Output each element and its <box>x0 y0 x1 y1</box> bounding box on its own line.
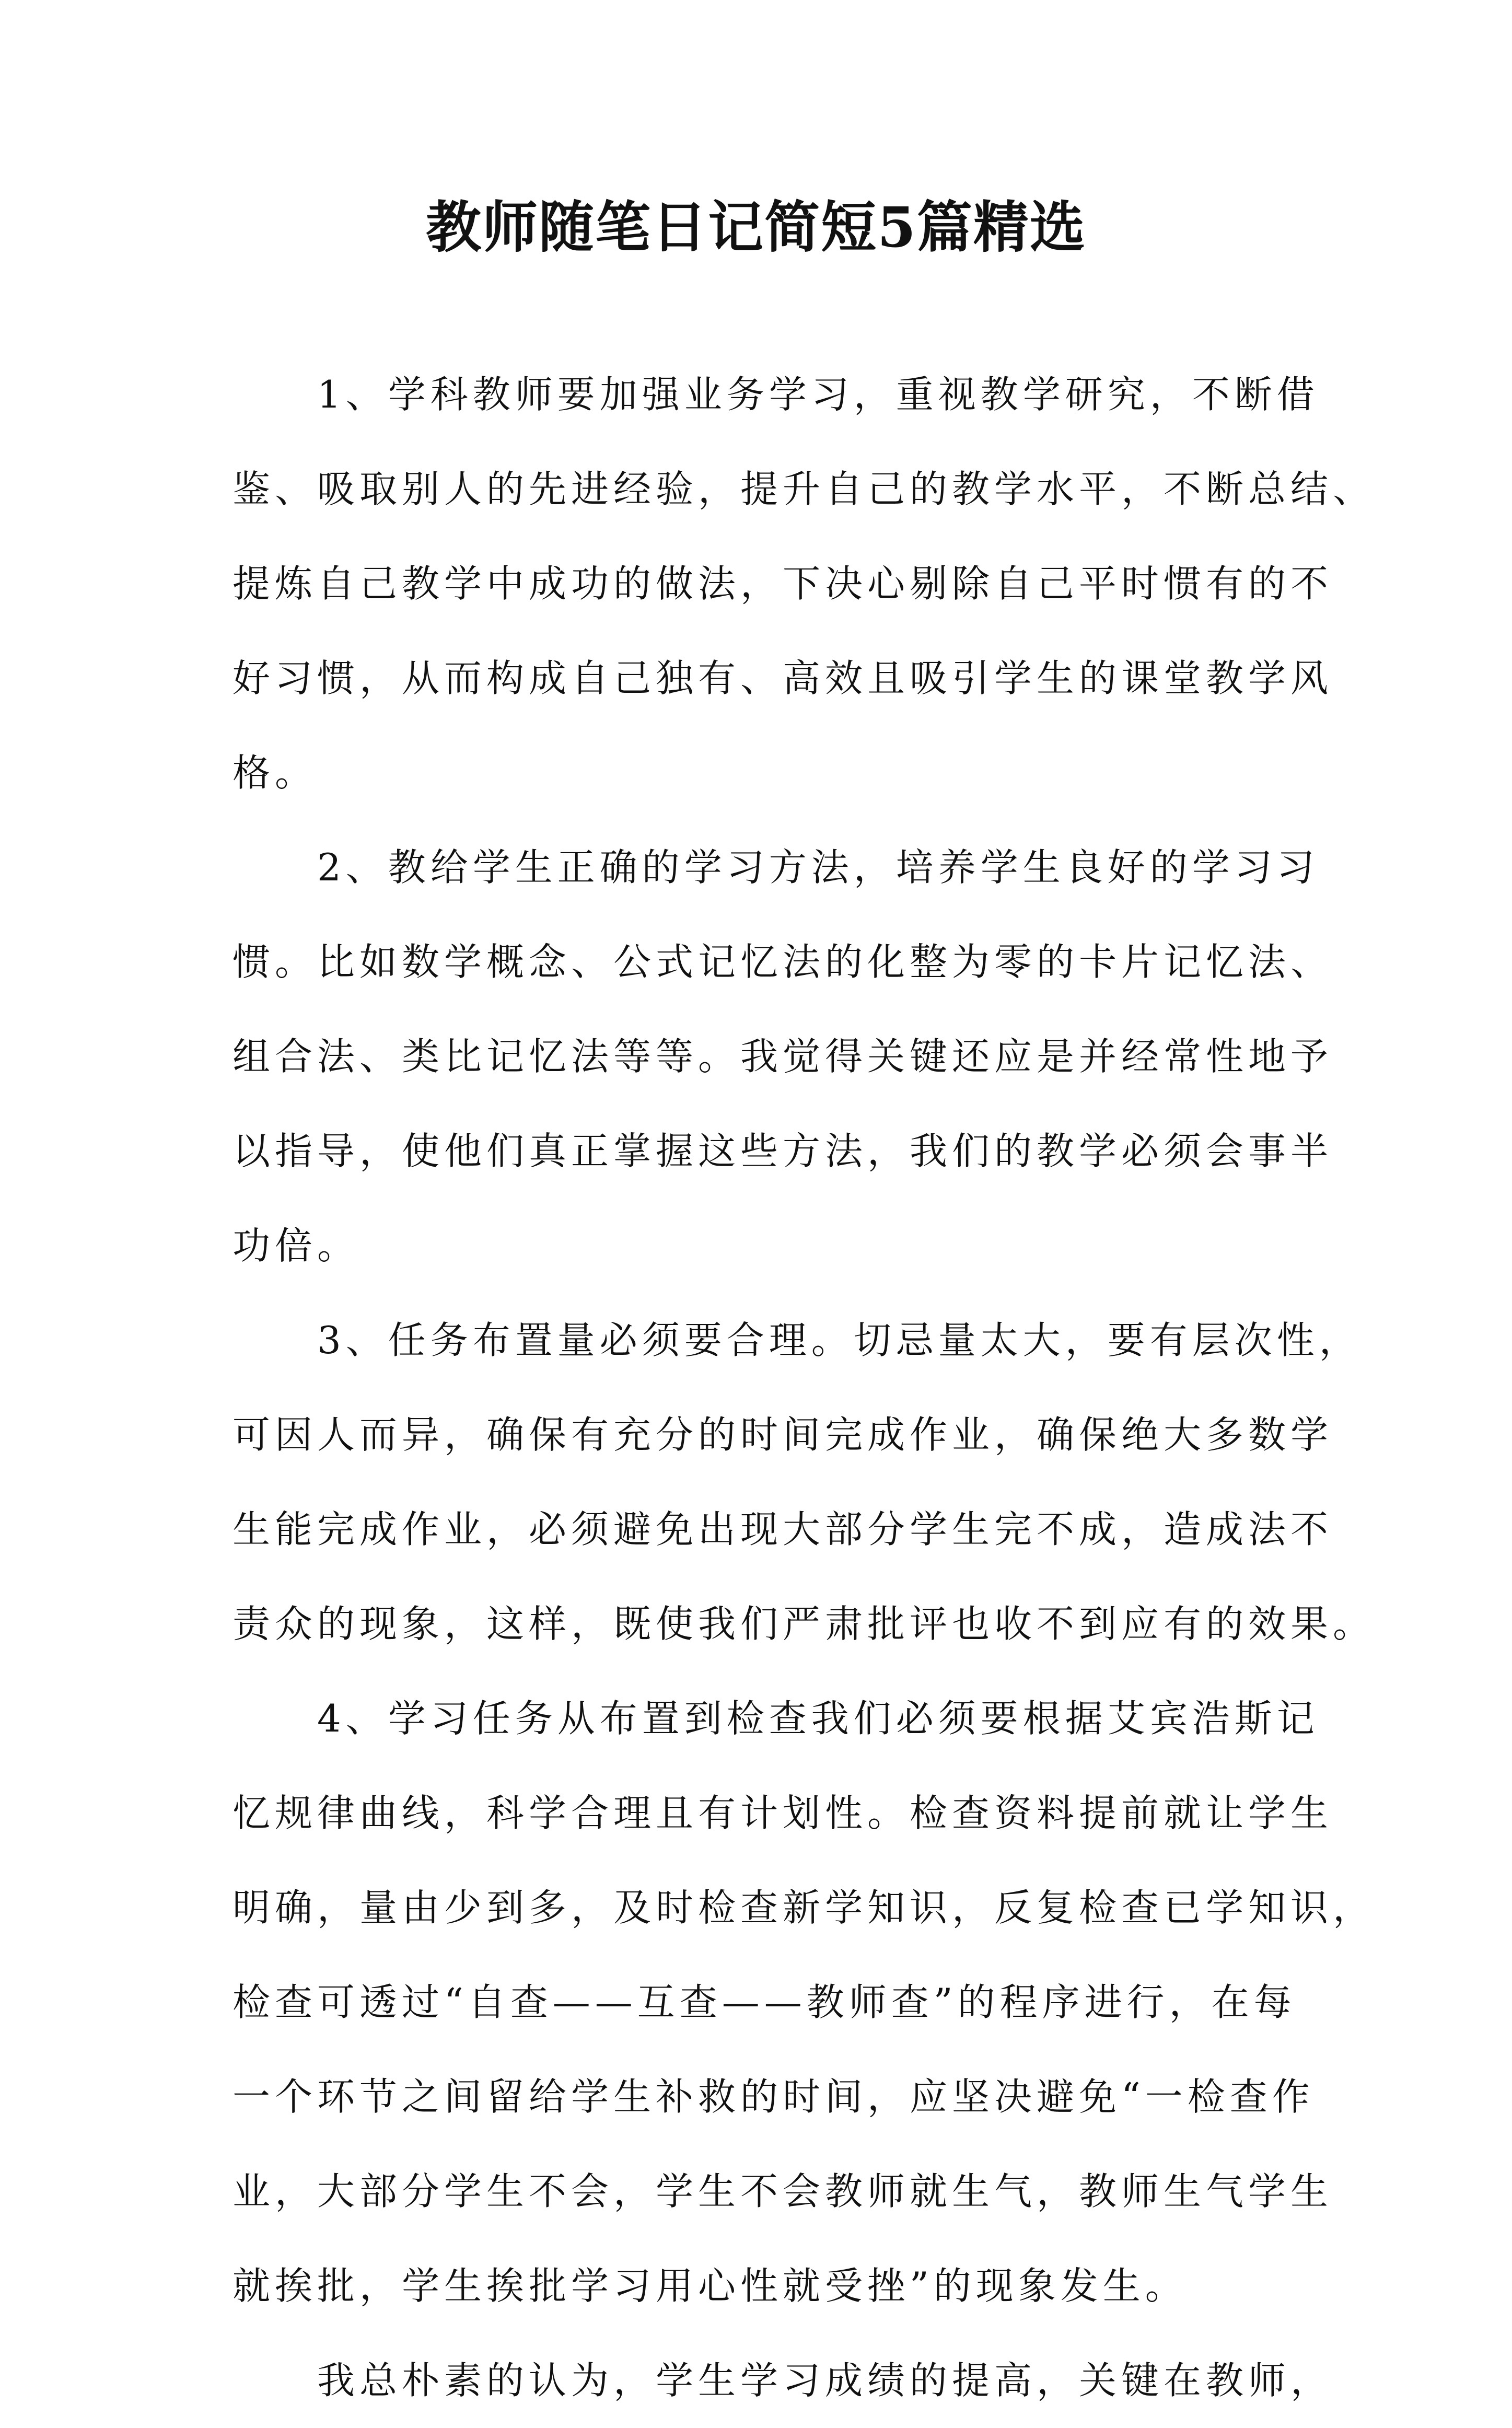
paragraph-line: 就挨批，学生挨批学习用心性就受挫”的现象发生。 <box>232 2264 1188 2308</box>
paragraph-line: 功倍。 <box>232 1224 360 1268</box>
paragraph-line: 好习惯，从而构成自己独有、高效且吸引学生的课堂教学风 <box>232 656 1333 700</box>
paragraph-line: 业，大部分学生不会，学生不会教师就生气，教师生气学生 <box>232 2169 1333 2213</box>
paragraph-line: 我总朴素的认为，学生学习成绩的提高，关键在教师， <box>317 2359 1333 2402</box>
paragraph-line: 组合法、类比记忆法等等。我觉得关键还应是并经常性地予 <box>232 1035 1333 1078</box>
paragraph-line: 格。 <box>232 751 318 795</box>
document-body <box>232 347 1376 2428</box>
paragraph-2 <box>232 820 1333 1293</box>
paragraph-line: 生能完成作业，必须避免出现大部分学生完不成，造成法不 <box>232 1507 1333 1551</box>
paragraph-line: 3、任务布置量必须要合理。切忌量太大，要有层次性， <box>317 1318 1362 1362</box>
paragraph-line: 以指导，使他们真正掌握这些方法，我们的教学必须会事半 <box>232 1129 1333 1173</box>
paragraph-line: 忆规律曲线，科学合理且有计划性。检查资料提前就让学生 <box>232 1791 1333 1835</box>
paragraph-5 <box>232 2333 1333 2428</box>
paragraph-line: 惯。比如数学概念、公式记忆法的化整为零的卡片记忆法、 <box>232 940 1333 984</box>
paragraph-3 <box>232 1293 1376 1671</box>
paragraph-line: 4、学习任务从布置到检查我们必须要根据艾宾浩斯记 <box>317 1697 1319 1740</box>
paragraph-line: 提炼自己教学中成功的做法，下决心剔除自己平时惯有的不 <box>232 562 1333 606</box>
paragraph-1 <box>232 347 1376 820</box>
paragraph-line: 鉴、吸取别人的先进经验，提升自己的教学水平，不断总结、 <box>232 467 1376 511</box>
paragraph-4 <box>232 1671 1376 2333</box>
paragraph-line: 1、学科教师要加强业务学习，重视教学研究，不断借 <box>317 373 1319 416</box>
document-title: 教师随笔日记简短5篇精选 <box>426 194 1086 260</box>
paragraph-line: 可因人而异，确保有充分的时间完成作业，确保绝大多数学 <box>232 1413 1333 1457</box>
paragraph-line: 明确，量由少到多，及时检查新学知识，反复检查已学知识， <box>232 1886 1376 1930</box>
paragraph-line: 一个环节之间留给学生补救的时间，应坚决避免“一检查作 <box>232 2075 1315 2119</box>
paragraph-line: 责众的现象，这样，既使我们严肃批评也收不到应有的效果。 <box>232 1602 1376 1646</box>
paragraph-line: 2、教给学生正确的学习方法，培养学生良好的学习习 <box>317 845 1319 889</box>
paragraph-line: 检查可透过“自查——互查——教师查”的程序进行，在每 <box>232 1980 1296 2024</box>
